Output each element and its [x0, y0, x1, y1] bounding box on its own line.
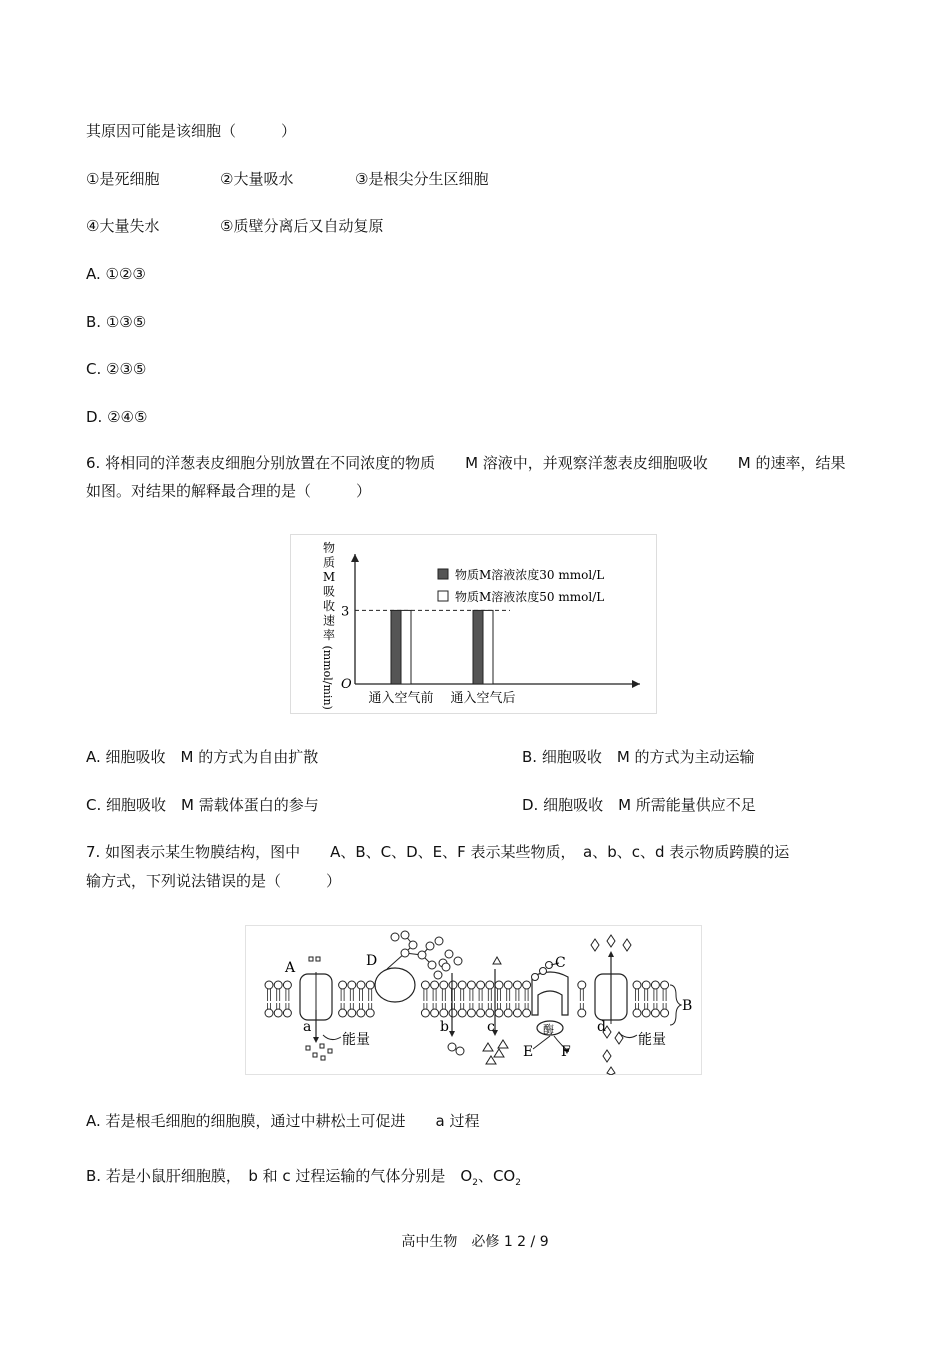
y-axis-label-char: 速 — [322, 613, 336, 628]
label-C: C — [555, 955, 566, 971]
lipid-head-inner — [440, 1009, 448, 1017]
bar — [401, 610, 411, 684]
lipid-head-inner — [504, 1009, 512, 1017]
q5-item-1: ①是死细胞 — [86, 170, 160, 188]
lipid-head-outer — [486, 981, 494, 989]
y-axis-label-char: 物 — [322, 541, 336, 555]
lipid-head-inner — [513, 1009, 521, 1017]
q6-stem-line2: 如图。对结果的解释最合理的是（ ） — [86, 482, 372, 500]
lipid-head-inner — [348, 1009, 356, 1017]
lipid-head-outer — [578, 981, 586, 989]
lipid-head-outer — [523, 981, 531, 989]
lipid-head-inner — [495, 1009, 503, 1017]
legend-entry: 物质M溶液浓度30 mmol/L — [455, 568, 605, 582]
q7-option-b — [86, 1166, 521, 1193]
lipid-head-inner — [477, 1009, 485, 1017]
legend-entry: 物质M溶液浓度50 mmol/L — [455, 590, 605, 604]
lipid-head-inner — [283, 1009, 291, 1017]
lipid-head-outer — [274, 981, 282, 989]
lipid-head-inner — [357, 1009, 365, 1017]
lipid-head-inner — [431, 1009, 439, 1017]
q7-membrane-diagram — [245, 925, 702, 1075]
label-a: a — [303, 1019, 312, 1035]
q5-stem: 其原因可能是该细胞（ ） — [86, 122, 297, 140]
label-energy-d: 能量 — [638, 1032, 666, 1048]
q7-stem-line1: 7. 如图表示某生物膜结构，图中 A、B、C、D、E、F 表示某些物质， a、b、c、d 表示物质跨膜的运 — [86, 843, 790, 861]
q7-option-b-sub1: 2 — [472, 1178, 478, 1188]
label-enzyme: 酶 — [543, 1023, 554, 1036]
lipid-head-outer — [265, 981, 273, 989]
lipid-head-outer — [633, 981, 641, 989]
label-B: B — [682, 998, 693, 1014]
q7-option-b-mid: 、CO — [477, 1167, 516, 1185]
lipid-head-outer — [421, 981, 429, 989]
label-c: c — [487, 1019, 495, 1035]
lipid-head-outer — [431, 981, 439, 989]
lipid-head-inner — [651, 1009, 659, 1017]
lipid-head-inner — [661, 1009, 669, 1017]
lipid-head-inner — [633, 1009, 641, 1017]
q7-option-b-text: B. 若是小鼠肝细胞膜， b 和 c 过程运输的气体分别是 O — [86, 1167, 473, 1185]
lipid-head-inner — [523, 1009, 531, 1017]
lipid-head-inner — [339, 1009, 347, 1017]
q6-option-a: A. 细胞吸收 M 的方式为自由扩散 — [86, 748, 319, 766]
page-footer: 高中生物 必修 1 2 / 9 — [401, 1234, 549, 1250]
lipid-head-inner — [421, 1009, 429, 1017]
lipid-head-inner — [486, 1009, 494, 1017]
q5-option-c: C. ②③⑤ — [86, 360, 147, 378]
lipid-head-outer — [513, 981, 521, 989]
y-axis-label-char: 质 — [322, 555, 336, 570]
y-axis-label-char: 吸 — [322, 584, 336, 599]
y-tick-label-3: 3 — [341, 604, 350, 620]
lipid-head-outer — [440, 981, 448, 989]
x-tick-label: 通入空气后 — [450, 691, 516, 706]
q6-option-d: D. 细胞吸收 M 所需能量供应不足 — [522, 796, 756, 814]
q7-option-a: A. 若是根毛细胞的细胞膜，通过中耕松土可促进 a 过程 — [86, 1112, 480, 1130]
x-tick-label: 通入空气前 — [368, 691, 434, 706]
lipid-head-inner — [467, 1009, 475, 1017]
lipid-head-outer — [467, 981, 475, 989]
y-tick-label-0: O — [341, 677, 352, 692]
lipid-head-outer — [283, 981, 291, 989]
lipid-head-outer — [357, 981, 365, 989]
y-axis-label-char: 收 — [322, 599, 336, 613]
q7-stem-line2: 输方式，下列说法错误的是（ ） — [86, 872, 342, 890]
y-axis-label-unit: (mmol/min) — [321, 645, 334, 710]
lipid-head-outer — [348, 981, 356, 989]
lipid-head-inner — [449, 1009, 457, 1017]
q5-option-d: D. ②④⑤ — [86, 408, 148, 426]
lipid-head-outer — [642, 981, 650, 989]
q6-option-b: B. 细胞吸收 M 的方式为主动运输 — [522, 748, 755, 766]
q5-item-2: ②大量吸水 — [220, 170, 294, 188]
lipid-head-inner — [274, 1009, 282, 1017]
lipid-head-outer — [495, 981, 503, 989]
q5-item-4: ④大量失水 — [86, 217, 160, 235]
bar-chart — [290, 534, 657, 714]
q5-item-3: ③是根尖分生区细胞 — [355, 170, 489, 188]
label-d: d — [597, 1019, 606, 1035]
lipid-head-outer — [458, 981, 466, 989]
bar — [391, 610, 401, 684]
lipid-head-inner — [578, 1009, 586, 1017]
legend-swatch — [438, 591, 448, 601]
lipid-head-outer — [651, 981, 659, 989]
bar — [473, 610, 483, 684]
glycoprotein-d — [375, 968, 415, 1002]
label-F: F — [561, 1044, 571, 1060]
q5-option-b: B. ①③⑤ — [86, 313, 147, 331]
label-energy-a: 能量 — [342, 1032, 370, 1048]
y-axis-label-char: M — [322, 570, 336, 584]
lipid-head-outer — [449, 981, 457, 989]
legend-swatch — [438, 569, 448, 579]
y-axis-label-char: 率 — [322, 628, 336, 642]
label-A: A — [285, 960, 296, 976]
lipid-head-inner — [642, 1009, 650, 1017]
q6-stem-line1: 6. 将相同的洋葱表皮细胞分别放置在不同浓度的物质 M 溶液中，并观察洋葱表皮细胞吸收 M 的速率，结果 — [86, 454, 846, 472]
bar — [483, 610, 493, 684]
q5-option-a: A. ①②③ — [86, 265, 146, 283]
q7-option-b-sub2: 2 — [515, 1178, 521, 1188]
label-b: b — [440, 1019, 449, 1035]
lipid-head-outer — [477, 981, 485, 989]
q6-chart — [290, 534, 657, 714]
label-E: E — [523, 1044, 534, 1060]
q5-item-5: ⑤质壁分离后又自动复原 — [220, 217, 384, 235]
lipid-head-inner — [265, 1009, 273, 1017]
lipid-head-outer — [661, 981, 669, 989]
lipid-head-inner — [458, 1009, 466, 1017]
label-D: D — [366, 953, 378, 969]
lipid-head-outer — [366, 981, 374, 989]
lipid-head-inner — [366, 1009, 374, 1017]
lipid-head-outer — [504, 981, 512, 989]
q6-option-c: C. 细胞吸收 M 需载体蛋白的参与 — [86, 796, 319, 814]
membrane-svg — [245, 925, 702, 1075]
lipid-head-outer — [339, 981, 347, 989]
